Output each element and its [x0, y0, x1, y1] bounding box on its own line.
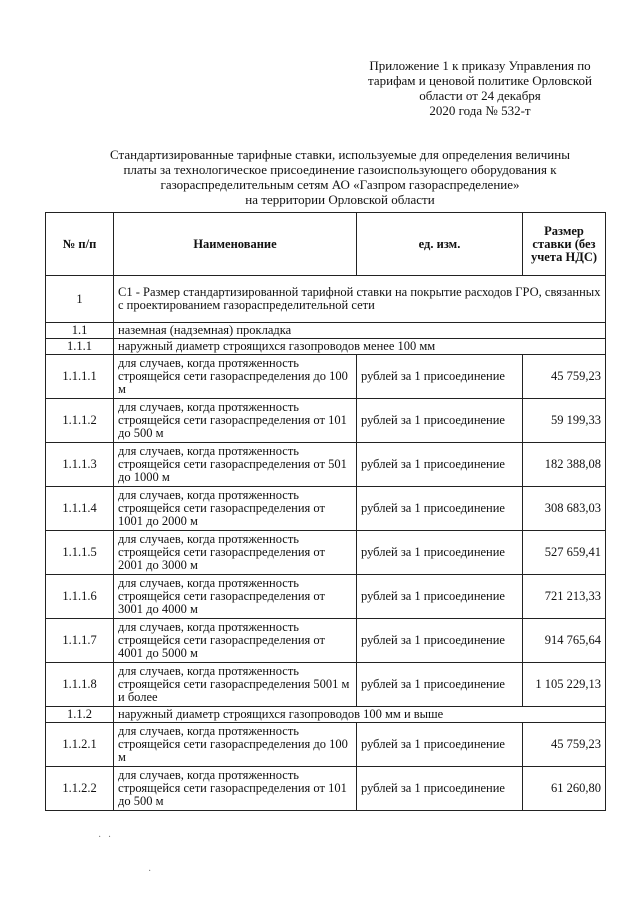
table-row — [46, 399, 606, 443]
row-value: 1 105 229,13 — [523, 663, 606, 707]
row-number: 1.1.2.1 — [46, 723, 114, 767]
table-header-row — [46, 213, 606, 276]
row-value: 45 759,23 — [523, 355, 606, 399]
table-row — [46, 276, 606, 323]
row-value: 182 388,08 — [523, 443, 606, 487]
table-row — [46, 619, 606, 663]
appendix-line: тарифам и ценовой политике Орловской — [368, 73, 592, 88]
title-line: на территории Орловской области — [245, 192, 435, 207]
row-unit: рублей за 1 присоединение — [357, 443, 523, 487]
row-unit: рублей за 1 присоединение — [357, 399, 523, 443]
row-unit: рублей за 1 присоединение — [357, 355, 523, 399]
document-title — [110, 147, 570, 207]
row-name: наружный диаметр строящихся газопроводов менее 100 мм — [114, 339, 606, 355]
row-value: 45 759,23 — [523, 723, 606, 767]
row-unit: рублей за 1 присоединение — [357, 575, 523, 619]
row-number: 1.1.1.6 — [46, 575, 114, 619]
row-number: 1.1.1 — [46, 339, 114, 355]
title-line: Стандартизированные тарифные ставки, используемые для определения величины — [110, 147, 570, 162]
header-unit: ед. изм. — [357, 213, 523, 276]
row-name: для случаев, когда протяженность строящейся сети газораспределения от 4001 до 5000 м — [114, 619, 357, 663]
row-number: 1 — [46, 276, 114, 323]
row-name: наружный диаметр строящихся газопроводов 100 мм и выше — [114, 707, 606, 723]
row-name: для случаев, когда протяженность строящейся сети газораспределения от 101 до 500 м — [114, 767, 357, 811]
table-body — [46, 276, 606, 811]
row-name: для случаев, когда протяженность строящейся сети газораспределения 5001 м и более — [114, 663, 357, 707]
table-row — [46, 323, 606, 339]
table-row — [46, 707, 606, 723]
table-row — [46, 355, 606, 399]
title-line: платы за технологическое присоединение газоиспользующего оборудования к — [123, 162, 557, 177]
table-row — [46, 531, 606, 575]
title-line: газораспределительным сетям АО «Газпром газораспределение» — [160, 177, 520, 192]
row-number: 1.1.1.2 — [46, 399, 114, 443]
row-unit: рублей за 1 присоединение — [357, 531, 523, 575]
row-number: 1.1.1.7 — [46, 619, 114, 663]
table-row — [46, 339, 606, 355]
row-name: наземная (надземная) прокладка — [114, 323, 606, 339]
row-unit: рублей за 1 присоединение — [357, 487, 523, 531]
header-rate: Размер ставки (без учета НДС) — [523, 213, 606, 276]
row-value: 59 199,33 — [523, 399, 606, 443]
scan-artifact: · · — [98, 832, 114, 843]
table-row — [46, 767, 606, 811]
row-number: 1.1.1.4 — [46, 487, 114, 531]
row-name: для случаев, когда протяженность строящейся сети газораспределения от 1001 до 2000 м — [114, 487, 357, 531]
row-name: для случаев, когда протяженность строящейся сети газораспределения до 100 м — [114, 355, 357, 399]
table-row — [46, 443, 606, 487]
row-number: 1.1.1.3 — [46, 443, 114, 487]
row-name: для случаев, когда протяженность строящейся сети газораспределения от 3001 до 4000 м — [114, 575, 357, 619]
header-name: Наименование — [114, 213, 357, 276]
row-name: для случаев, когда протяженность строящейся сети газораспределения от 101 до 500 м — [114, 399, 357, 443]
row-value: 308 683,03 — [523, 487, 606, 531]
row-value: 61 260,80 — [523, 767, 606, 811]
row-number: 1.1.1.8 — [46, 663, 114, 707]
row-name: для случаев, когда протяженность строящейся сети газораспределения от 501 до 1000 м — [114, 443, 357, 487]
appendix-line: Приложение 1 к приказу Управления по — [369, 58, 591, 73]
row-unit: рублей за 1 присоединение — [357, 767, 523, 811]
header-num: № п/п — [46, 213, 114, 276]
row-unit: рублей за 1 присоединение — [357, 723, 523, 767]
table-row — [46, 663, 606, 707]
row-name: С1 - Размер стандартизированной тарифной ставки на покрытие расходов ГРО, связанных с проектированием газораспределительной сети — [114, 276, 606, 323]
row-number: 1.1 — [46, 323, 114, 339]
appendix-line: 2020 года № 532-т — [429, 103, 531, 118]
row-number: 1.1.1.1 — [46, 355, 114, 399]
row-name: для случаев, когда протяженность строящейся сети газораспределения от 2001 до 3000 м — [114, 531, 357, 575]
row-number: 1.1.2.2 — [46, 767, 114, 811]
appendix-line: области от 24 декабря — [419, 88, 541, 103]
row-value: 721 213,33 — [523, 575, 606, 619]
row-name: для случаев, когда протяженность строящейся сети газораспределения до 100 м — [114, 723, 357, 767]
row-number: 1.1.2 — [46, 707, 114, 723]
tariff-table — [45, 212, 606, 811]
row-number: 1.1.1.5 — [46, 531, 114, 575]
row-unit: рублей за 1 присоединение — [357, 619, 523, 663]
row-unit: рублей за 1 присоединение — [357, 663, 523, 707]
appendix-note — [360, 58, 600, 118]
row-value: 914 765,64 — [523, 619, 606, 663]
row-value: 527 659,41 — [523, 531, 606, 575]
table-row — [46, 575, 606, 619]
table-row — [46, 487, 606, 531]
scan-artifact: · — [148, 866, 152, 877]
table-row — [46, 723, 606, 767]
